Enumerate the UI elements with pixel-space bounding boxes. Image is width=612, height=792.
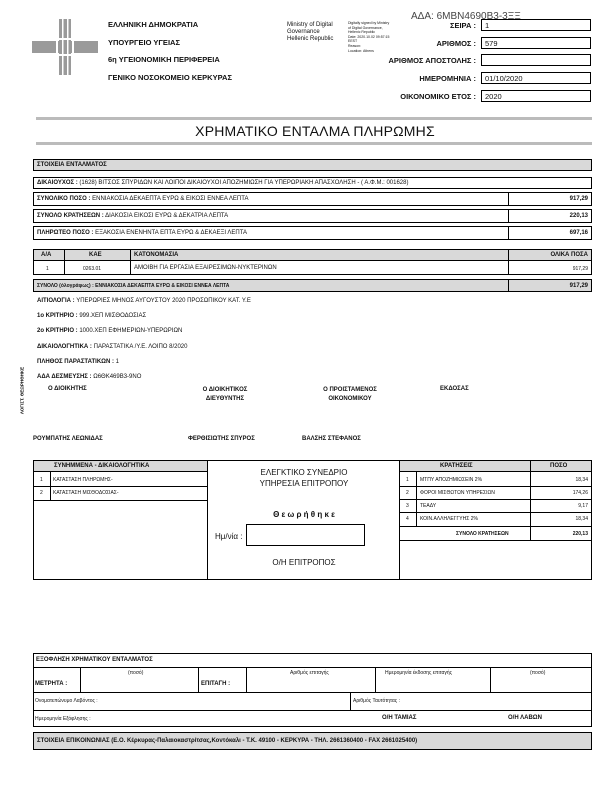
title-rule-top xyxy=(36,117,592,120)
audit-line-1: ΕΛΕΓΚΤΙΚΟ ΣΥΝΕΔΡΙΟ xyxy=(260,468,348,477)
total-amount-row: ΣΥΝΟΛΙΚΟ ΠΟΣΟ : ΕΝΝΙΑΚΟΣΙΑ ΔΕΚΑΕΠΤΑ ΕΥΡΩ & ΕΙΚΟΣΙ ΕΝΝΕΑ ΛΕΠΤΑ xyxy=(33,192,592,206)
ledger-col-name: ΚΑΤΟΝΟΜΑΣΙΑ xyxy=(134,252,179,258)
documents-line: ΔΙΚΑΙΟΛΟΓΗΤΙΚΑ : ΠΑΡΑΣΤΑΤΙΚΑ /Υ.Ε. ΛΟΙΠΟ 8/2020 xyxy=(37,344,188,350)
cash-amount-caption: (ποσό) xyxy=(128,670,144,676)
fiscal-year-label: ΟΙΚΟΝΟΜΙΚΟ ΕΤΟΣ : xyxy=(400,92,476,101)
deductions-col-name: ΚΡΑΤΗΣΕΙΣ xyxy=(440,463,473,469)
name-financial-head: ΒΑΛΣΗΣ ΣΤΕΦΑΝΟΣ xyxy=(302,436,361,442)
deduction-1-name: ΜΤΠΥ ΑΠΟΖΗΜΙΩΣΕΙΝ 2% xyxy=(420,477,483,483)
criterion-1-line: 1ο ΚΡΙΤΗΡΙΟ : 999.ΧΕΠ ΜΙΣΘΟΔΟΣΙΑΣ xyxy=(37,313,147,319)
documents-count-line: ΠΛΗΘΟΣ ΠΑΡΑΣΤΑΤΙΚΩΝ : 1 xyxy=(37,359,119,365)
role-director: Ο ΔΙΟΙΚΗΤΗΣ xyxy=(48,386,87,392)
ledger-total-value: 917,29 xyxy=(569,283,588,289)
name-admin-director: ΦΕΡΘΙΣΙΩΤΗΣ ΣΠΥΡΟΣ xyxy=(188,436,255,442)
digital-signature-stamp: Ministry of Digital Governance Hellenic Republic xyxy=(287,22,334,42)
ledger-col-kae: ΚΑΕ xyxy=(89,252,102,258)
fiscal-year-value: 2020 xyxy=(481,90,591,102)
voucher-details-header: ΣΤΟΙΧΕΙΑ ΕΝΤΑΛΜΑΤΟΣ xyxy=(33,159,592,171)
ledger-total-row: ΣΥΝΟΛΟ (όλογράφως) : ΕΝΝΙΑΚΟΣΙΑ ΔΕΚΑΕΠΤΑ ΕΥΡΩ & ΕΙΚΟΣΙ ΕΝΝΕΑ ΛΕΠΤΑ xyxy=(33,279,592,292)
settlement-header: ΕΞΟΦΛΗΣΗ ΧΡΗΜΑΤΙΚΟΥ ΕΝΤΑΛΜΑΤΟΣ xyxy=(36,657,153,663)
total-amount-value: 917,29 xyxy=(569,196,588,202)
audit-date-field[interactable] xyxy=(246,524,365,546)
deduction-2-amount: 174,26 xyxy=(572,490,588,496)
deduction-4-amount: 18,34 xyxy=(575,516,588,522)
deductions-total-value: 220,13 xyxy=(569,213,588,219)
number-value: 579 xyxy=(481,37,591,49)
deduction-1-num: 1 xyxy=(406,477,409,483)
payable-amount-value: 697,16 xyxy=(569,230,588,236)
audit-line-2: ΥΠΗΡΕΣΙΑ ΕΠΙΤΡΟΠΟΥ xyxy=(259,479,349,488)
audit-commissioner: Ο/Η ΕΠΙΤΡΟΠΟΣ xyxy=(272,558,336,567)
ada-top: ΑΔΑ: 6ΜΒΝ4690Β3-3ΞΞ xyxy=(411,11,521,22)
cash-label: ΜΕΤΡΗΤΑ : xyxy=(35,681,68,687)
audit-approved: Θ ε ω ρ ή θ η κ ε xyxy=(273,510,335,519)
accounting-approved-side-label: ΛΟΓΙΣΤ. ΘΕΩΡΗΘΗΚΕ xyxy=(19,366,25,415)
deduction-3-amount: 9,17 xyxy=(578,503,588,509)
org-line-1: ΕΛΛΗΝΙΚΗ ΔΗΜΟΚΡΑΤΙΑ xyxy=(108,20,199,29)
payable-amount-row: ΠΛΗΡΩΤΕΟ ΠΟΣΟ : ΕΞΑΚΟΣΙΑ ΕΝΕΝΗΝΤΑ ΕΠΤΑ ΕΥΡΩ & ΔΕΚΑΕΞΙ ΛΕΠΤΑ xyxy=(33,226,592,240)
digital-signature-details: Digitally signed by Ministry of Digital Governance, Hellenic Republic Date: 2020.10.02 09:57:15 EEST Reason: Location: Athens xyxy=(348,21,390,53)
check-date-caption: Ημερομηνία έκδοσης επιταγής xyxy=(385,670,453,676)
ledger-row-name: ΑΜΟΙΒΗ ΓΙΑ ΕΡΓΑΣΙΑ ΕΞΑΙΡΕΣΙΜΩΝ-ΝΥΚΤΕΡΙΝΩΝ xyxy=(134,265,277,271)
deductions-total-row: ΣΥΝΟΛΟ ΚΡΑΤΗΣΕΩΝ : ΔΙΑΚΟΣΙΑ ΕΙΚΟΣΙ ΕΥΡΩ & ΔΕΚΑΤΡΙΑ ΛΕΠΤΑ xyxy=(33,209,592,223)
criterion-2-line: 2ο ΚΡΙΤΗΡΙΟ : 1000.ΧΕΠ ΕΦΗΜΕΡΙΩΝ-ΥΠΕΡΩΡΙΩΝ xyxy=(37,328,183,334)
supporting-row-2-text: ΚΑΤΑΣΤΑΣΗ ΜΙΣΘΟΔΟΣΙΑΣ- xyxy=(53,490,119,496)
contact-footer: ΣΤΟΙΧΕΙΑ ΕΠΙΚΟΙΝΩΝΙΑΣ (Ε.Ο. Κέρκυρας-Παλαιοκαστρίτσας,Κοντόκαλι - Τ.Κ. 49100 - ΚΕΡΚΥΡΑ - ΤΗΛ. 2661360400 - FAX 2661025400) xyxy=(33,732,592,750)
ledger-col-aa: Α/Α xyxy=(41,252,52,258)
dispatch-number-label: ΑΡΙΘΜΟΣ ΑΠΟΣΤΟΛΗΣ : xyxy=(388,56,476,65)
dispatch-number-value xyxy=(481,54,591,66)
role-issuer: ΕΚΔΟΣΑΣ xyxy=(440,386,469,392)
commitment-ada-line: ΑΔΑ ΔΕΣΜΕΥΣΗΣ : Ω6ΘΚ469Β3-9ΝΟ xyxy=(37,374,142,380)
audit-date-label: Ημ/νία : xyxy=(215,532,243,541)
org-line-2: ΥΠΟΥΡΓΕΙΟ ΥΓΕΙΑΣ xyxy=(108,38,180,47)
role-financial-head: Ο ΠΡΟΙΣΤΑΜΕΝΟΣ ΟΙΚΟΝΟΜΙΚΟΥ xyxy=(323,387,377,402)
hospital-cross-logo xyxy=(32,19,98,75)
payment-date-label: Ημερομηνία Εξόφλησης : xyxy=(35,716,91,722)
deduction-2-num: 2 xyxy=(406,490,409,496)
name-director: ΡΟΥΜΠΑΤΗΣ ΛΕΩΝΙΔΑΣ xyxy=(33,436,103,442)
date-label: ΗΜΕΡΟΜΗΝΙΑ : xyxy=(419,74,476,83)
org-line-3: 6η ΥΓΕΙΟΝΟΜΙΚΗ ΠΕΡΙΦΕΡΕΙΑ xyxy=(108,55,220,64)
ledger-col-total: ΟΛΙΚΑ ΠΟΣΑ xyxy=(550,252,588,258)
receiver-label: Ο/Η ΛΑΒΩΝ xyxy=(508,715,542,721)
number-label: ΑΡΙΘΜΟΣ : xyxy=(436,39,476,48)
supporting-row-1-text: ΚΑΤΑΣΤΑΣΗ ΠΛΗΡΩΜΗΣ- xyxy=(53,477,113,483)
title-rule-bottom xyxy=(36,142,592,145)
deduction-4-name: ΚΟΙΝ.ΑΛΛΗΛΕΓΓΥΗΣ 2% xyxy=(420,516,478,522)
deduction-3-name: ΤΕΑΔΥ xyxy=(420,503,437,509)
org-line-4: ΓΕΝΙΚΟ ΝΟΣΟΚΟΜΕΙΟ ΚΕΡΚΥΡΑΣ xyxy=(108,73,232,82)
reason-line: ΑΙΤΙΟΛΟΓΙΑ : ΥΠΕΡΩΡΙΕΣ ΜΗΝΟΣ ΑΥΓΟΥΣΤΟΥ 2020 ΠΡΟΣΩΠΙΚΟΥ ΚΑΤ. Υ.Ε xyxy=(37,298,251,304)
deduction-4-num: 4 xyxy=(406,516,409,522)
beneficiary-row: ΔΙΚΑΙΟΥΧΟΣ : (1628) ΒΙΤΣΟΣ ΣΠΥΡΙΔΩΝ ΚΑΙ ΛΟΙΠΟΙ ΔΙΚΑΙΟΥΧΟΙ ΑΠΟΖΗΜΙΩΣΗ ΓΙΑ ΥΠΕΡΩΡΙΑΚΗ ΑΠΑΣΧΟΛΗΣΗ - ( Α.Φ.Μ.: 001628) xyxy=(33,177,592,189)
deductions-total-amount: 220,13 xyxy=(572,531,588,537)
ledger-row-kae: 0263.01 xyxy=(83,266,102,272)
series-label: ΣΕΙΡΑ : xyxy=(449,21,476,30)
check-number-caption: Αριθμός επιταγής xyxy=(290,670,329,676)
role-admin-director: Ο ΔΙΟΙΚΗΤΙΚΟΣ ΔΙΕΥΘΥΝΤΗΣ xyxy=(202,387,248,402)
ledger-row xyxy=(33,261,592,275)
supporting-docs-header: ΣΥΝΗΜΜΕΝΑ - ΔΙΚΑΙΟΛΟΓΗΤΙΚΑ xyxy=(33,460,208,472)
cashier-label: Ο/Η ΤΑΜΙΑΣ xyxy=(382,715,417,721)
deduction-1-amount: 18,34 xyxy=(575,477,588,483)
deductions-total-label: ΣΥΝΟΛΟ ΚΡΑΤΗΣΕΩΝ xyxy=(456,531,509,537)
series-value: 1 xyxy=(481,19,591,31)
document-title: ΧΡΗΜΑΤΙΚΟ ΕΝΤΑΛΜΑ ΠΛΗΡΩΜΗΣ xyxy=(195,123,435,139)
ledger-row-amount: 917,29 xyxy=(572,266,588,272)
receiver-id-label: Αριθμός Ταυτότητας : xyxy=(353,698,400,704)
date-value: 01/10/2020 xyxy=(481,72,591,84)
supporting-row-2-num: 2 xyxy=(40,490,43,496)
check-label: ΕΠΙΤΑΓΗ : xyxy=(201,681,231,687)
deduction-3-num: 3 xyxy=(406,503,409,509)
supporting-row-1-num: 1 xyxy=(40,477,43,483)
check-amount-caption: (ποσό) xyxy=(530,670,546,676)
deduction-2-name: ΦΟΡΟΙ ΜΙΣΘΩΤΩΝ ΥΠΗΡΕΣΙΩΝ xyxy=(420,490,495,496)
receiver-name-label: Ονοματεπώνυμο Λαβόντος : xyxy=(35,698,98,704)
ledger-row-aa: 1 xyxy=(46,266,49,272)
deductions-col-amount: ΠΟΣΟ xyxy=(550,463,568,469)
